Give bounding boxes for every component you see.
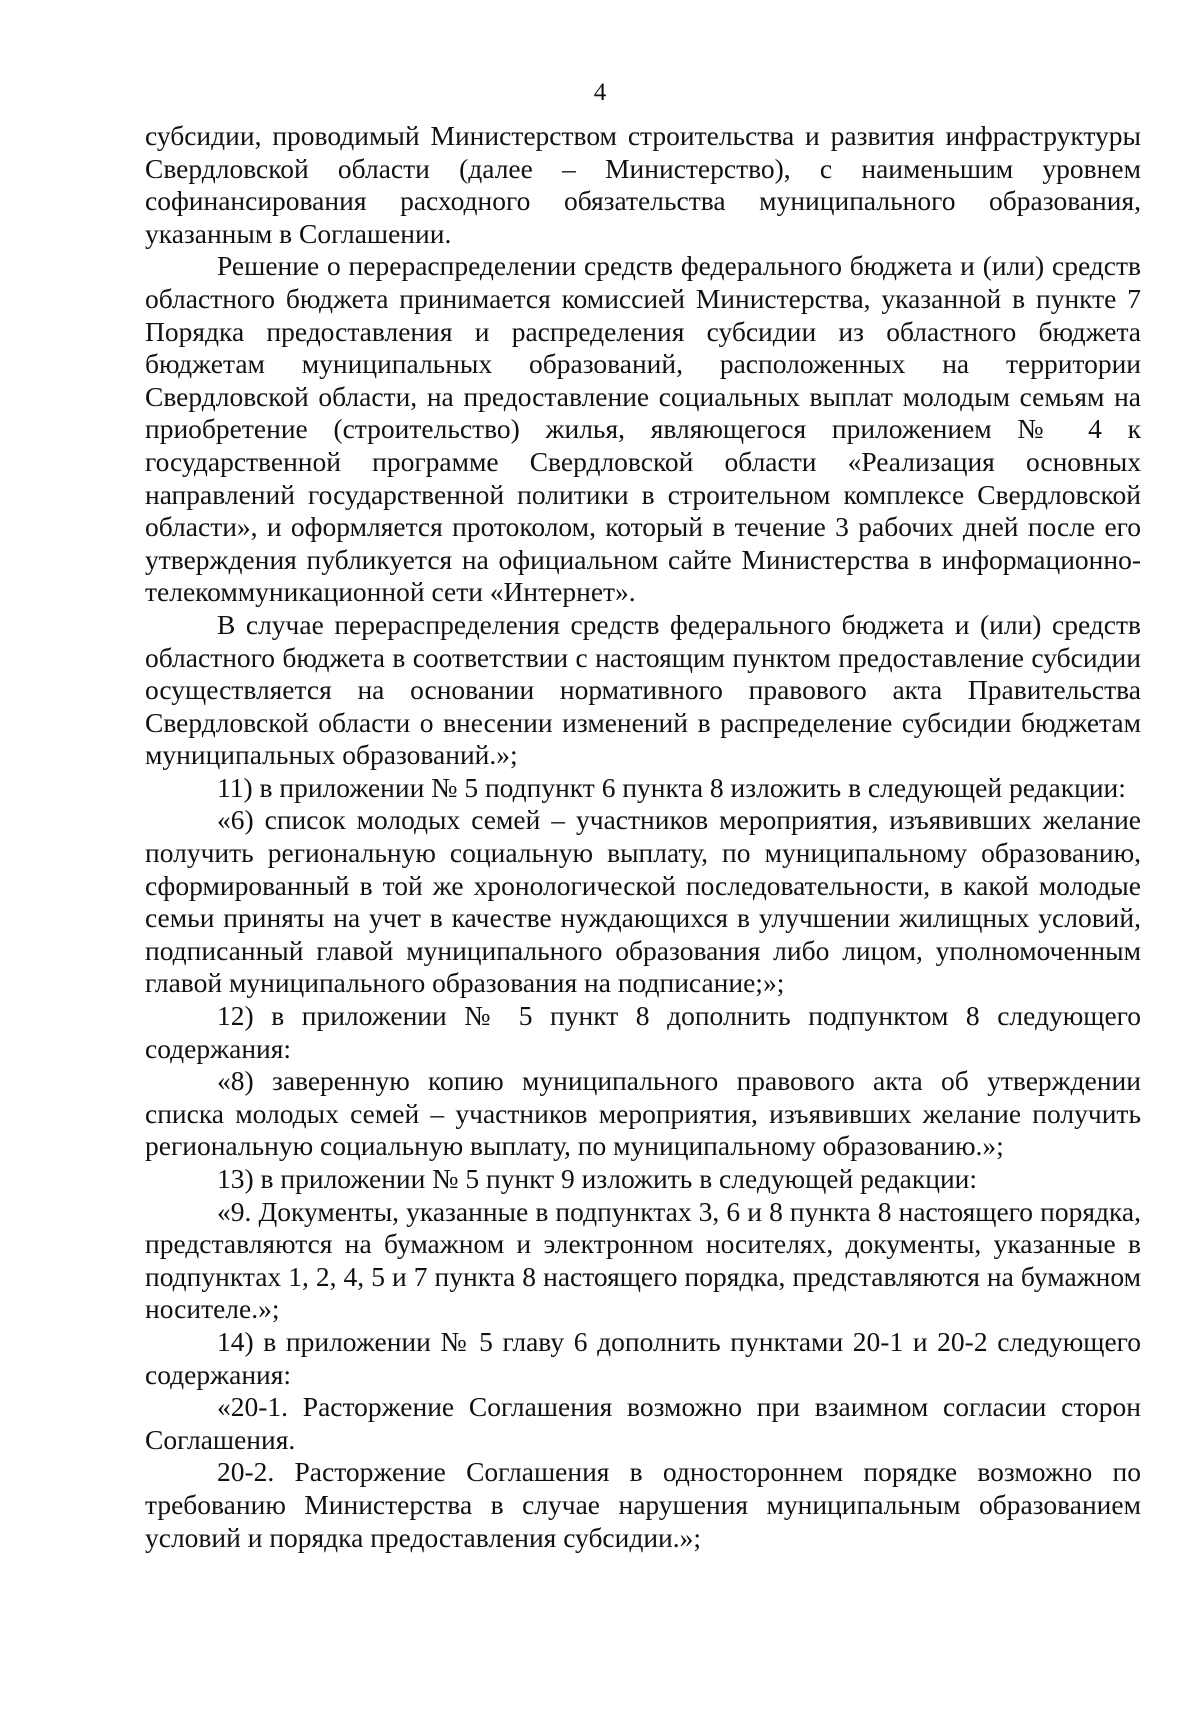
paragraph: Решение о перераспределении средств федерального бюджета и (или) средств областного бюджета принимается комиссией Министерства, указанной в пункте 7 Порядка предоставления и распределения субсидии из областного бюджета бюджетам муниципальных образований, расположенных на территории Свердловской области, на предоставление социальных выплат молодым семьям на приобретение (строительство) жилья, являющегося приложением № 4 к государственной программе Свердловской области «Реализация основных направлений государственной политики в строительном комплексе Свердловской области», и оформляется протоколом, который в течение 3 рабочих дней после его утверждения публикуется на официальном сайте Министерства в информационно-телекоммуникационной сети «Интернет».	[145, 250, 1141, 608]
paragraph: 12) в приложении № 5 пункт 8 дополнить подпунктом 8 следующего содержания:	[145, 1000, 1141, 1064]
paragraph: «8) заверенную копию муниципального правового акта об утверждении списка молодых семей – участников мероприятия, изъявивших желание получить региональную социальную выплату, по муниципальному образованию.»;	[145, 1065, 1141, 1162]
paragraph: 20-2. Расторжение Соглашения в одностороннем порядке возможно по требованию Министерства в случае нарушения муниципальным образованием условий и порядка предоставления субсидии.»;	[145, 1456, 1141, 1553]
paragraph: 14) в приложении № 5 главу 6 дополнить пунктами 20-1 и 20-2 следующего содержания:	[145, 1325, 1141, 1390]
paragraph: 11) в приложении № 5 подпункт 6 пункта 8 изложить в следующей редакции:	[217, 771, 1126, 803]
page-number: 4	[593, 79, 607, 106]
paragraph: «20-1. Расторжение Соглашения возможно при взаимном согласии сторон Соглашения.	[145, 1391, 1141, 1455]
paragraph: субсидии, проводимый Министерством строительства и развития инфраструктуры Свердловской области (далее – Министерство), с наименьшим уровнем софинансирования расходного обязательства муниципального образования, указанным в Соглашении.	[145, 120, 1141, 249]
paragraph: «6) список молодых семей – участников мероприятия, изъявивших желание получить региональную социальную выплату, по муниципальному образованию, сформированный в той же хронологической последовательности, в какой молодые семьи приняты на учет в качестве нуждающихся в улучшении жилищных условий, подписанный главой муниципального образования либо лицом, уполномоченным главой муниципального образования на подписание;»;	[145, 804, 1141, 999]
document-body	[145, 120, 1141, 1554]
paragraph: 13) в приложении № 5 пункт 9 изложить в следующей редакции:	[217, 1163, 978, 1194]
paragraph: В случае перераспределения средств федерального бюджета и (или) средств областного бюджета в соответствии с настоящим пунктом предоставление субсидии осуществляется на основании нормативного правового акта Правительства Свердловской области о внесении изменений в распределение субсидии бюджетам муниципальных образований.»;	[145, 608, 1141, 771]
paragraph: «9. Документы, указанные в подпунктах 3, 6 и 8 пункта 8 настоящего порядка, представляются на бумажном и электронном носителях, документы, указанные в подпунктах 1, 2, 4, 5 и 7 пункта 8 настоящего порядка, представляются на бумажном носителе.»;	[145, 1195, 1141, 1325]
